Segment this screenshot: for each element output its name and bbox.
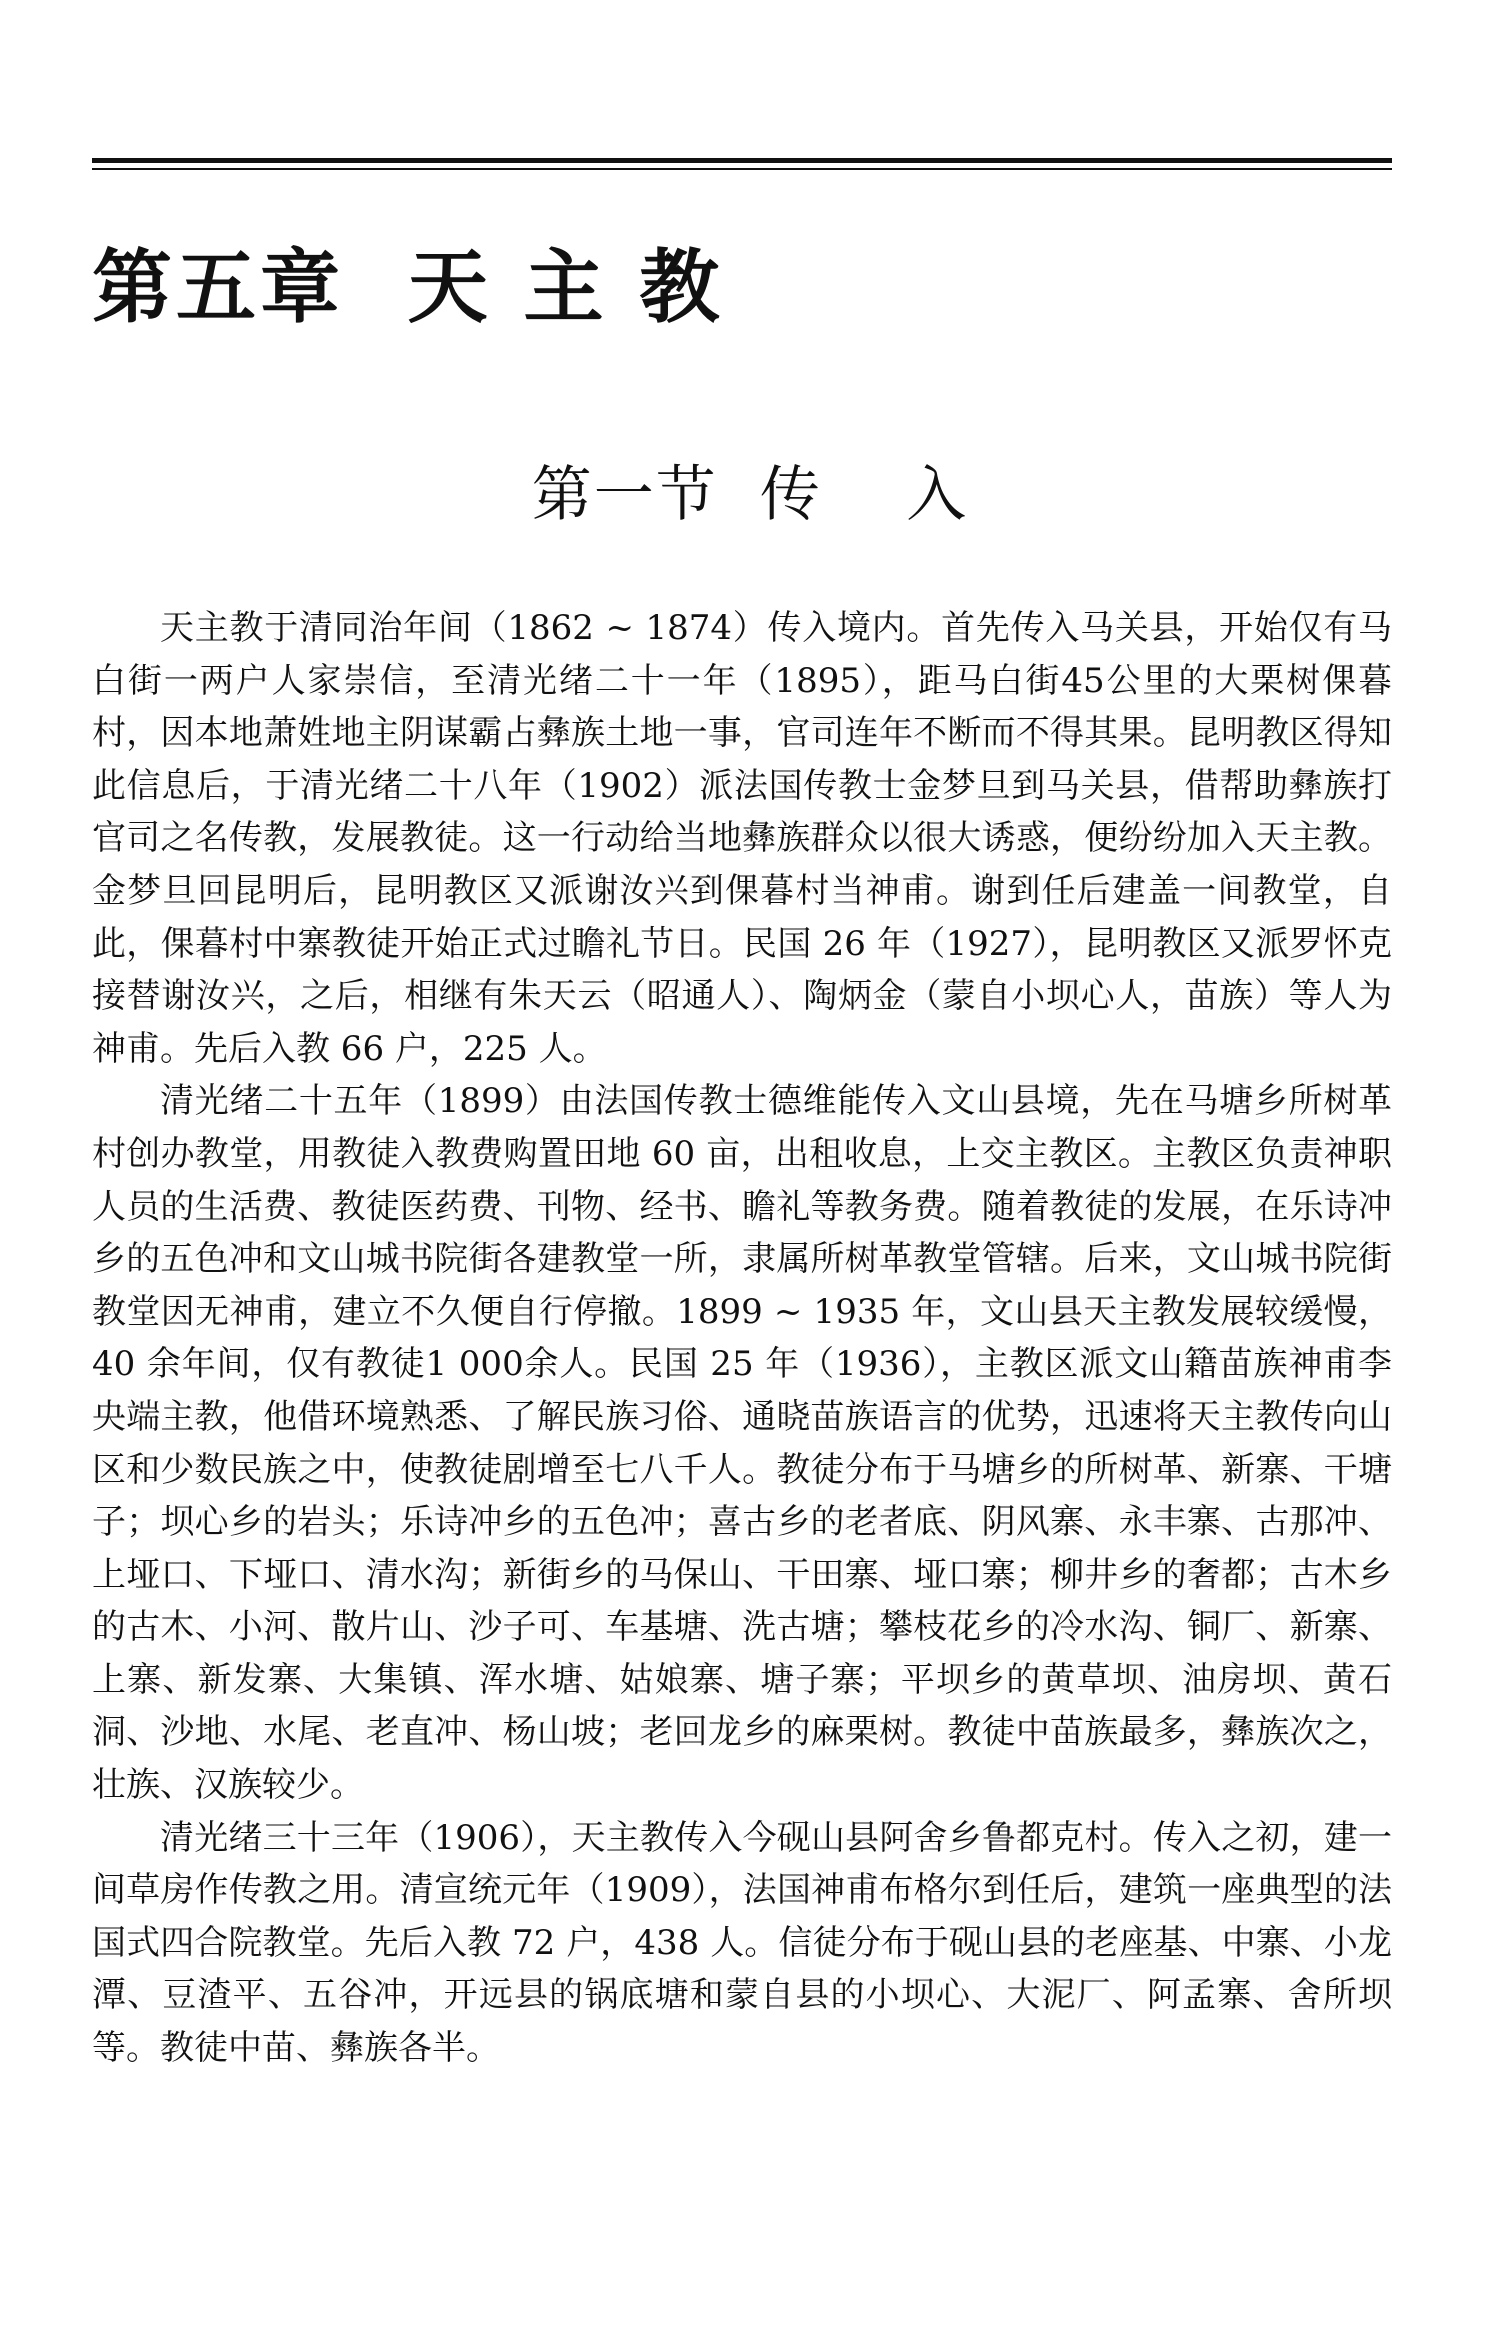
header-rule-thin bbox=[92, 168, 1392, 170]
body-text bbox=[92, 602, 1392, 2075]
header-rule-thick bbox=[92, 158, 1392, 163]
paragraph-3: 清光绪三十三年（1906），天主教传入今砚山县阿舍乡鲁都克村。传入之初，建一间草房作传教之用。清宣统元年（1909），法国神甫布格尔到任后，建筑一座典型的法国式四合院教堂。先后入教 72 户，438 人。信徒分布于砚山县的老座基、中寨、小龙潭、豆渣平、五谷冲，开远县的锅底塘和蒙自县的小坝心、大泥厂、阿孟寨、舍所坝等。教徒中苗、彝族各半。 bbox=[92, 1817, 1392, 2069]
paragraph-1: 天主教于清同治年间（1862 ~ 1874）传入境内。首先传入马关县，开始仅有马白街一两户人家崇信，至清光绪二十一年（1895），距马白街45公里的大栗树倮暮村，因本地萧姓地主阴谋霸占彝族土地一事，官司连年不断而不得其果。昆明教区得知此信息后，于清光绪二十八年（1902）派法国传教士金梦旦到马关县，借帮助彝族打官司之名传教，发展教徒。这一行动给当地彝族群众以很大诱惑，便纷纷加入天主教。金梦旦回昆明后，昆明教区又派谢汝兴到倮暮村当神甫。谢到任后建盖一间教堂，自此，倮暮村中寨教徒开始正式过瞻礼节日。民国 26 年（1927），昆明教区又派罗怀克接替谢汝兴，之后，相继有朱天云（昭通人）、陶炳金（蒙自小坝心人，苗族）等人为神甫。先后入教 66 户，225 人。 bbox=[92, 608, 1392, 1069]
paragraph-2: 清光绪二十五年（1899）由法国传教士德维能传入文山县境，先在马塘乡所树革村创办教堂，用教徒入教费购置田地 60 亩，出租收息，上交主教区。主教区负责神职人员的生活费、教徒医药费、刊物、经书、瞻礼等教务费。随着教徒的发展，在乐诗冲乡的五色冲和文山城书院街各建教堂一所，隶属所树革教堂管辖。后来，文山城书院街教堂因无神甫，建立不久便自行停撤。1899 ~ 1935 年，文山县天主教发展较缓慢，40 余年间，仅有教徒1 000余人。民国 25 年（1936），主教区派文山籍苗族神甫李央端主教，他借环境熟悉、了解民族习俗、通晓苗族语言的优势，迅速将天主教传向山区和少数民族之中，使教徒剧增至七八千人。教徒分布于马塘乡的所树革、新寨、干塘子；坝心乡的岩头；乐诗冲乡的五色冲；喜古乡的老者底、阴风寨、永丰寨、古那冲、上垭口、下垭口、清水沟；新街乡的马保山、干田寨、垭口寨；柳井乡的奢都；古木乡的古木、小河、散片山、沙子可、车基塘、洗古塘；攀枝花乡的冷水沟、铜厂、新寨、上寨、新发寨、大集镇、浑水塘、姑娘寨、塘子寨；平坝乡的黄草坝、油房坝、黄石洞、沙地、水尾、老直冲、杨山坡；老回龙乡的麻栗树。教徒中苗族最多，彝族次之，壮族、汉族较少。 bbox=[92, 1081, 1392, 1806]
chapter-title: 第五章 天 主 教 bbox=[92, 241, 724, 334]
section-title: 第一节 传 入 bbox=[531, 460, 969, 530]
